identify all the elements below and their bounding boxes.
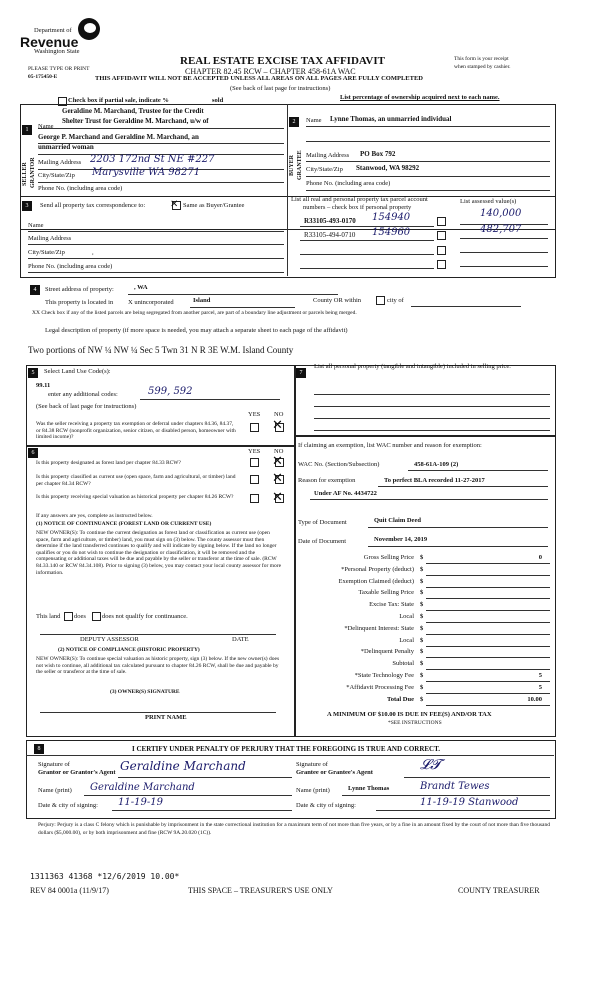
- tax-row-currency: $: [420, 589, 424, 596]
- buyer-city-label: City/State/Zip: [306, 166, 343, 173]
- tax-row-currency: $: [420, 625, 424, 632]
- buyer-name-value: Lynne Thomas, an unmarried individual: [330, 115, 452, 123]
- land-use-yes: YES: [248, 411, 261, 418]
- parcel-2-number: R33105-494-0710: [304, 231, 356, 239]
- notice-continuance-text: NEW OWNER(S): To continue the current designation as forest land or classification as current use (open space, farm and agriculture, or timber) land, you must sign on (3) below. The county assessor must then determine if the land transferred continues to qualify and will indicate by signing below. If the land no longer qualifies or you do not wish to continue the designation or classification, it will be removed and the compensating or additional taxes will be due and payable by the seller or transferor at the time of sale. (RCW 84.33.140 or RCW 84.34.108). Prior to signing (3) below, you may contact your local county assessor for more information.: [36, 530, 282, 576]
- personal-property-label: List all personal property (tangible and intangible) included in selling price.: [314, 363, 511, 370]
- forest-q3-yes-checkbox[interactable]: [250, 494, 259, 503]
- historic-text: NEW OWNER(S): To continue special valuation as historic property, sign (3) below. If the new owner(s) does not wish to continue, all additional tax calculated pursuant to chapter 84.26 RCW, shall be due and payable by the seller or transferor at the time of sale.: [36, 656, 280, 676]
- grantee-print-name: Lynne Thomas: [348, 785, 390, 792]
- print-name-label: PRINT NAME: [145, 714, 187, 721]
- grantor-sig-of: Signature of: [38, 761, 70, 768]
- tax-row-currency: $: [420, 684, 424, 691]
- city-of-label: city of: [387, 297, 404, 304]
- section-6-badge: 6: [28, 448, 38, 458]
- section-5-badge: 5: [28, 368, 38, 378]
- section-2-badge: 2: [289, 117, 299, 127]
- grantor-date-city: 11-19-19: [118, 797, 163, 808]
- tax-row-label: Total Due: [386, 696, 414, 703]
- owner-signature-label: (3) OWNER(S) SIGNATURE: [110, 689, 180, 695]
- parcel-1-handwritten: 154940: [372, 212, 411, 223]
- tax-row-currency: $: [420, 696, 424, 703]
- partial-sale-label: Check box if partial sale, indicate %: [68, 97, 169, 104]
- parcel-3-personal-checkbox[interactable]: [437, 246, 446, 255]
- tax-row-currency: $: [420, 660, 424, 667]
- doc-date-label: Date of Document: [298, 538, 347, 545]
- parcel-2-handwritten: 154960: [372, 227, 411, 238]
- dor-logo: [20, 18, 110, 58]
- does-not-label: does not qualify for continuance.: [102, 613, 188, 620]
- section-4-badge: 4: [30, 285, 40, 295]
- tax-row-label: *State Technology Fee: [354, 672, 414, 679]
- seller-name-line3: George P. Marchand and Geraldine M. Marchand, an: [38, 133, 199, 141]
- receipt-note-2: when stamped by cashier.: [454, 64, 511, 70]
- corr-mailing-label: Mailing Address: [28, 235, 72, 242]
- tax-row-label: *Personal Property (deduct): [341, 566, 414, 573]
- this-land-label: This land: [36, 613, 61, 620]
- legal-value: Two portions of NW ¼ NW ¼ Sec 5 Twn 31 N R 3E W.M. Island County: [28, 345, 294, 355]
- assessed-label: List assessed value(s): [460, 198, 517, 205]
- tax-row-label: Taxable Selling Price: [358, 589, 414, 596]
- does-checkbox[interactable]: [64, 612, 73, 621]
- buyer-mailing-label: Mailing Address: [306, 152, 350, 159]
- tax-row-label: Exemption Claimed (deduct): [338, 578, 414, 585]
- exemption-claim-label: If claiming an exemption, list WAC number and reason for exemption:: [298, 442, 482, 449]
- corr-city-label: City/State/Zip: [28, 249, 65, 256]
- does-not-checkbox[interactable]: [92, 612, 101, 621]
- tax-row-currency: $: [420, 672, 424, 679]
- grantee-print-label: Name (print): [296, 787, 330, 794]
- type-or-print: PLEASE TYPE OR PRINT: [28, 66, 90, 72]
- grantee-agent-label: Grantee or Grantee's Agent: [296, 769, 373, 776]
- section-8-badge: 8: [34, 744, 44, 754]
- forest-q2-no-check-icon: ✕: [272, 470, 283, 485]
- street-label: Street address of property:: [45, 286, 114, 293]
- forest-q2: Is this property classified as current use (open space, farm and agricultural, or timber) land per chapter 84.34 RCW?: [36, 474, 236, 487]
- seller-name-line1: Geraldine M. Marchand, Trustee for the Credit: [62, 107, 204, 115]
- parcel-1-personal-checkbox[interactable]: [437, 217, 446, 226]
- parcel-2-personal-checkbox[interactable]: [437, 231, 446, 240]
- tax-row-value: 5: [538, 672, 542, 679]
- buyer-side-label: BUYER: [289, 154, 295, 176]
- parcel-2-value: 482,707: [480, 224, 522, 235]
- buyer-mailing-value: PO Box 792: [360, 150, 396, 158]
- perjury-note: Perjury: Perjury is a class C felony which is punishable by imprisonment in the state correctional institution for a maximum term of not more than five years, or by a fine in an amount fixed by the court of not more than five thousand dollars ($5,000.00), or by both imprisonment and fine (RCW 9A.20.020 (1C)).: [38, 822, 550, 836]
- certify-statement: I CERTIFY UNDER PENALTY OF PERJURY THAT THE FOREGOING IS TRUE AND CORRECT.: [132, 745, 441, 753]
- street-value: , WA: [134, 284, 148, 291]
- same-as-buyer-label: Same as Buyer/Grantee: [183, 202, 245, 209]
- boundary-note: XX Check box if any of the listed parcels are being segregated from another parcel, are part of a boundary line adjustment or parcels being merged.: [32, 310, 357, 316]
- forest-q1-no-check-icon: ✕: [272, 453, 283, 468]
- grantor-print-name: Geraldine Marchand: [90, 782, 195, 793]
- doc-type-label: Type of Document: [298, 519, 347, 526]
- tax-row-label: *Delinquent Interest: State: [344, 625, 414, 632]
- does-label: does: [74, 613, 86, 620]
- tax-row-currency: $: [420, 554, 424, 561]
- form-code: 05-175450-E: [28, 74, 58, 80]
- seller-city-label: City/State/Zip: [38, 172, 75, 179]
- dept-line2: Revenue: [20, 34, 79, 50]
- tax-row-value: 0: [538, 554, 542, 561]
- see-instructions: *SEE INSTRUCTIONS: [388, 720, 442, 726]
- located-in-label: This property is located in: [45, 299, 114, 306]
- seller-name-line4: unmarried woman: [38, 143, 94, 151]
- correspondence-label: Send all property tax correspondence to:: [40, 202, 146, 209]
- tax-row-label: *Affidavit Processing Fee: [346, 684, 414, 691]
- grantee-print-handwritten: Brandt Tewes: [420, 781, 490, 792]
- receipt-note-1: This form is your receipt: [454, 56, 509, 62]
- seller-phone-label: Phone No. (including area code): [38, 185, 123, 192]
- county-or-label: County OR within: [313, 297, 362, 304]
- exemption-yes-checkbox[interactable]: [250, 423, 259, 432]
- additional-codes-value: 599, 592: [148, 386, 193, 397]
- dept-line3: Washington State: [34, 48, 80, 55]
- tax-row-currency: $: [420, 601, 424, 608]
- same-as-buyer-check-icon: ✕: [170, 199, 179, 210]
- forest-if-yes: If any answers are yes, complete as instructed below.: [36, 513, 153, 519]
- seller-mailing-label: Mailing Address: [38, 159, 82, 166]
- deputy-assessor-label: DEPUTY ASSESSOR: [80, 636, 139, 643]
- grantee-date-city: 11-19-19 Stanwood: [420, 797, 519, 808]
- section-7-badge: 7: [296, 368, 306, 378]
- seller-name-label: Name: [38, 123, 54, 130]
- corr-name-label: Name: [28, 222, 44, 229]
- grantor-side-label: GRANTOR: [30, 157, 36, 188]
- doc-date-value: November 14, 2019: [374, 536, 428, 543]
- legal-label: Legal description of property (if more space is needed, you may attach a separate sheet to each page of the affidavit): [45, 327, 348, 334]
- page-title: REAL ESTATE EXCISE TAX AFFIDAVIT: [180, 55, 385, 67]
- land-use-label: Select Land Use Code(s):: [44, 368, 111, 375]
- tax-row-label: *Delinquent Penalty: [360, 648, 414, 655]
- notice-continuance-title: (1) NOTICE OF CONTINUANCE (FOREST LAND OR CURRENT USE): [36, 521, 212, 527]
- county-value: Island: [193, 297, 211, 304]
- tax-row-value: 5: [538, 684, 542, 691]
- parcel-1-value: 140,000: [480, 208, 522, 219]
- exemption-no-check-icon: ✕: [272, 417, 283, 432]
- tax-row-currency: $: [420, 578, 424, 585]
- tax-row-label: Subtotal: [392, 660, 414, 667]
- parcel-list-label-1: List all real and personal property tax parcel account: [291, 196, 428, 203]
- chapter: CHAPTER 82.45 RCW – CHAPTER 458-61A WAC: [185, 67, 356, 76]
- forest-q1: Is this property designated as forest land per chapter 84.33 RCW?: [36, 460, 181, 466]
- historic-title: (2) NOTICE OF COMPLIANCE (HISTORIC PROPERTY): [58, 647, 200, 653]
- dept-line1: Department of: [34, 27, 72, 34]
- buyer-city-value: Stanwood, WA 98292: [356, 164, 420, 172]
- wac-value: 458-61A-109 (2): [414, 461, 459, 468]
- section-3-badge: 3: [22, 201, 32, 211]
- section-1-badge: 1: [22, 125, 32, 135]
- minimum-fee-note: A MINIMUM OF $10.00 IS DUE IN FEE(S) AND/OR TAX: [327, 711, 492, 718]
- grantor-agent-label: Grantor or Grantor's Agent: [38, 769, 116, 776]
- grantor-date-label: Date & city of signing:: [38, 802, 98, 809]
- grantor-print-label: Name (print): [38, 787, 72, 794]
- forest-no: NO: [274, 448, 284, 455]
- forest-yes: YES: [248, 448, 261, 455]
- tax-row-currency: $: [420, 637, 424, 644]
- seller-mailing-value: 2203 172nd St NE #227: [90, 154, 215, 165]
- tax-row-label: Local: [399, 613, 414, 620]
- parcel-list-label-2: numbers – check box if personal property: [303, 204, 412, 211]
- tax-row-value: 10.00: [527, 696, 542, 703]
- not-accepted-notice: THIS AFFIDAVIT WILL NOT BE ACCEPTED UNLESS ALL AREAS ON ALL PAGES ARE FULLY COMPLETED: [95, 75, 423, 82]
- forest-q3: Is this property receiving special valuation as historical property per chapter 84.26 RCW?: [36, 494, 234, 500]
- reason-value: To perfect BLA recorded 11-27-2017: [384, 477, 485, 484]
- buyer-phone-label: Phone No. (including area code): [306, 180, 391, 187]
- recording-stamp: 1311363 41368 *12/6/2019 10.00*: [30, 872, 180, 881]
- ownership-note: List percentage of ownership acquired next to each name.: [340, 94, 500, 101]
- tax-row-currency: $: [420, 613, 424, 620]
- tax-row-label: Gross Selling Price: [363, 554, 414, 561]
- grantee-date-label: Date & city of signing:: [296, 802, 356, 809]
- seller-name-line2: Shelter Trust for Geraldine M. Marchand, u/w of: [62, 117, 209, 125]
- treasurer-space: THIS SPACE – TREASURER'S USE ONLY: [188, 886, 333, 895]
- land-use-code: 99.11: [36, 382, 51, 389]
- buyer-name-label: Name: [306, 117, 322, 124]
- rev-number: REV 84 0001a (11/9/17): [30, 886, 109, 895]
- reason-value-2: Under AF No. 4434722: [314, 490, 377, 497]
- land-use-see-back: (See back of last page for instructions): [36, 403, 137, 410]
- county-treasurer: COUNTY TREASURER: [458, 886, 540, 895]
- wac-label: WAC No. (Section/Subsection): [298, 461, 380, 468]
- forest-q3-no-check-icon: ✕: [272, 489, 283, 504]
- tax-row-label: Excise Tax: State: [369, 601, 414, 608]
- grantee-sig-of: Signature of: [296, 761, 328, 768]
- corr-phone-label: Phone No. (including area code): [28, 263, 113, 270]
- tax-row-label: Local: [399, 637, 414, 644]
- corr-city-value: ,: [92, 249, 94, 256]
- seller-side-label: SELLER: [22, 162, 28, 186]
- reason-label: Reason for exemption: [298, 477, 356, 484]
- see-back: (See back of last page for instructions): [230, 85, 331, 92]
- land-use-no: NO: [274, 411, 284, 418]
- tax-row-currency: $: [420, 566, 424, 573]
- unincorporated-label: X unincorporated: [128, 299, 174, 306]
- grantee-signature-mark: 𝓛𝓣: [420, 757, 441, 773]
- parcel-4-personal-checkbox[interactable]: [437, 260, 446, 269]
- additional-codes-label: enter any additional codes:: [48, 391, 118, 398]
- sold-label: sold: [212, 97, 224, 104]
- city-of-checkbox[interactable]: [376, 296, 385, 305]
- parcel-1-number: R33105-493-0170: [304, 217, 356, 225]
- grantee-side-label: GRANTEE: [297, 150, 303, 180]
- tax-row-currency: $: [420, 648, 424, 655]
- grantor-signature: Geraldine Marchand: [120, 759, 246, 773]
- forest-q2-yes-checkbox[interactable]: [250, 475, 259, 484]
- exemption-question: Was the seller receiving a property tax exemption or deferral under chapters 84.36, 84.37, or 84.38 RCW (nonprofit organization, senior citizen, or disabled person, homeowner with limited income)?: [36, 421, 236, 440]
- doc-type-value: Quit Claim Deed: [374, 517, 421, 524]
- deputy-date-label: DATE: [232, 636, 249, 643]
- seller-city-value: Marysville WA 98271: [92, 167, 201, 178]
- personal-property-box: [294, 365, 556, 437]
- forest-q1-yes-checkbox[interactable]: [250, 458, 259, 467]
